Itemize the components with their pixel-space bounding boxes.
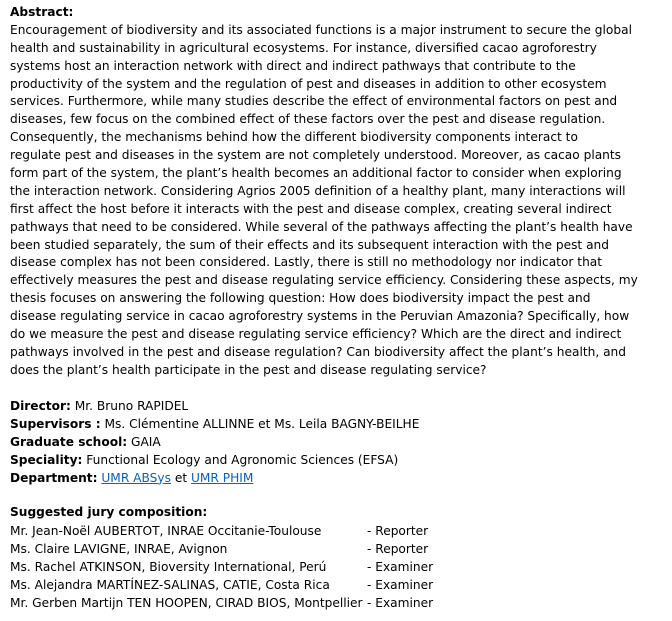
jury-member-role: - Reporter xyxy=(367,541,429,556)
abstract-line: productivity of the system and the regulation of pest and diseases in addition to other ecosystem xyxy=(10,76,607,91)
department-label: Department: xyxy=(10,470,98,485)
graduate-school-value: GAIA xyxy=(127,434,161,449)
abstract-line: disease regulating service in cacao agroforestry systems in the Peruvian Amazonia? Specifically, how xyxy=(10,309,630,324)
director-label: Director: xyxy=(10,399,71,413)
abstract-line: services. Furthermore, while many studies describe the effect of environmental factors on pest and xyxy=(10,94,618,109)
abstract-line: health and sustainability in agricultural ecosystems. For instance, diversified cacao agroforestry xyxy=(10,40,597,55)
abstract-line: do we measure the pest and disease regulating service efficiency? Which are the direct and indirect xyxy=(10,327,622,342)
jury-member-name: Mr. Gerben Martijn TEN HOOPEN, CIRAD BIOS, Montpellier xyxy=(10,595,363,610)
abstract-line: thesis focuses on answering the following question: How does biodiversity impact the pest and xyxy=(10,291,591,306)
abstract-line: first affect the host before it interacts with the pest and disease complex, creating several indirect xyxy=(10,201,612,216)
umr-phim-link[interactable]: UMR PHIM xyxy=(190,470,254,485)
abstract-line: diseases, few focus on the combined effect of these factors over the pest and disease regulation. xyxy=(10,112,606,127)
abstract-line: form part of the system, the plant’s health becomes an additional factor to consider when exploring xyxy=(10,166,622,181)
supervisors-label: Supervisors : xyxy=(10,416,101,431)
jury-member-role: - Reporter xyxy=(367,524,429,538)
jury-member-role: - Examiner xyxy=(367,595,434,610)
jury-member-name: Ms. Claire LAVIGNE, INRAE, Avignon xyxy=(10,541,228,556)
director-value: Mr. Bruno RAPIDEL xyxy=(70,399,189,413)
abstract-line: Encouragement of biodiversity and its associated functions is a major instrument to secure the global xyxy=(10,22,632,37)
director-row xyxy=(10,398,419,416)
abstract-section xyxy=(10,4,662,380)
speciality-value: Functional Ecology and Agronomic Sciences (EFSA) xyxy=(82,452,399,467)
jury-member-role: - Examiner xyxy=(367,577,434,592)
jury-member xyxy=(10,577,660,595)
abstract-line: regulate pest and diseases in the system are not completely understood. Moreover, as cacao plants xyxy=(10,148,622,163)
jury-list xyxy=(10,523,660,612)
abstract-line: systems host an interaction network with direct and indirect pathways that contribute to the xyxy=(10,58,576,73)
speciality-row xyxy=(10,452,419,470)
jury-member-name: Ms. Alejandra MARTÍNEZ-SALINAS, CATIE, Costa Rica xyxy=(10,577,330,592)
abstract-heading: Abstract: xyxy=(10,5,74,19)
abstract-line: Consequently, the mechanisms behind how the different biodiversity components interact to xyxy=(10,130,578,145)
abstract-line: pathways involved in the pest and disease regulation? Can biodiversity affect the plant’s health, and xyxy=(10,344,627,359)
abstract-line: effectively measures the pest and disease regulating service efficiency. Considering these aspects, my xyxy=(10,273,638,288)
graduate-school-label: Graduate school: xyxy=(10,434,128,449)
department-connector: et xyxy=(170,470,191,485)
speciality-label: Speciality: xyxy=(10,452,83,467)
abstract-line: disease complex has not been considered. Lastly, there is still no methodology nor indicator that xyxy=(10,255,603,270)
jury-member-role: - Examiner xyxy=(367,559,434,574)
jury-heading: Suggested jury composition: xyxy=(10,505,208,519)
abstract-line: does the plant’s health participate in the pest and disease regulating service? xyxy=(10,362,487,377)
umr-absys-link[interactable]: UMR ABSys xyxy=(101,470,171,485)
abstract-line: the interaction network. Considering Agrios 2005 definition of a healthy plant, many interactions will xyxy=(10,183,626,198)
abstract-line: been studied separately, the sum of their effects and its subsequent interaction with the pest and xyxy=(10,237,609,252)
jury-member-name: Ms. Rachel ATKINSON, Bioversity International, Perú xyxy=(10,559,327,574)
jury-member xyxy=(10,559,660,577)
jury-member xyxy=(10,523,660,541)
department-row xyxy=(10,470,419,488)
abstract-line: pathways that need to be considered. While several of the pathways affecting the plant’s health have xyxy=(10,219,633,234)
supervisors-value: Ms. Clémentine ALLINNE et Ms. Leila BAGNY-BEILHE xyxy=(100,416,420,431)
thesis-info xyxy=(10,398,419,487)
jury-member-name: Mr. Jean-Noël AUBERTOT, INRAE Occitanie-Toulouse xyxy=(10,524,322,538)
jury-member xyxy=(10,595,660,613)
supervisors-row xyxy=(10,416,419,434)
graduate-school-row xyxy=(10,434,419,452)
jury-member xyxy=(10,541,660,559)
